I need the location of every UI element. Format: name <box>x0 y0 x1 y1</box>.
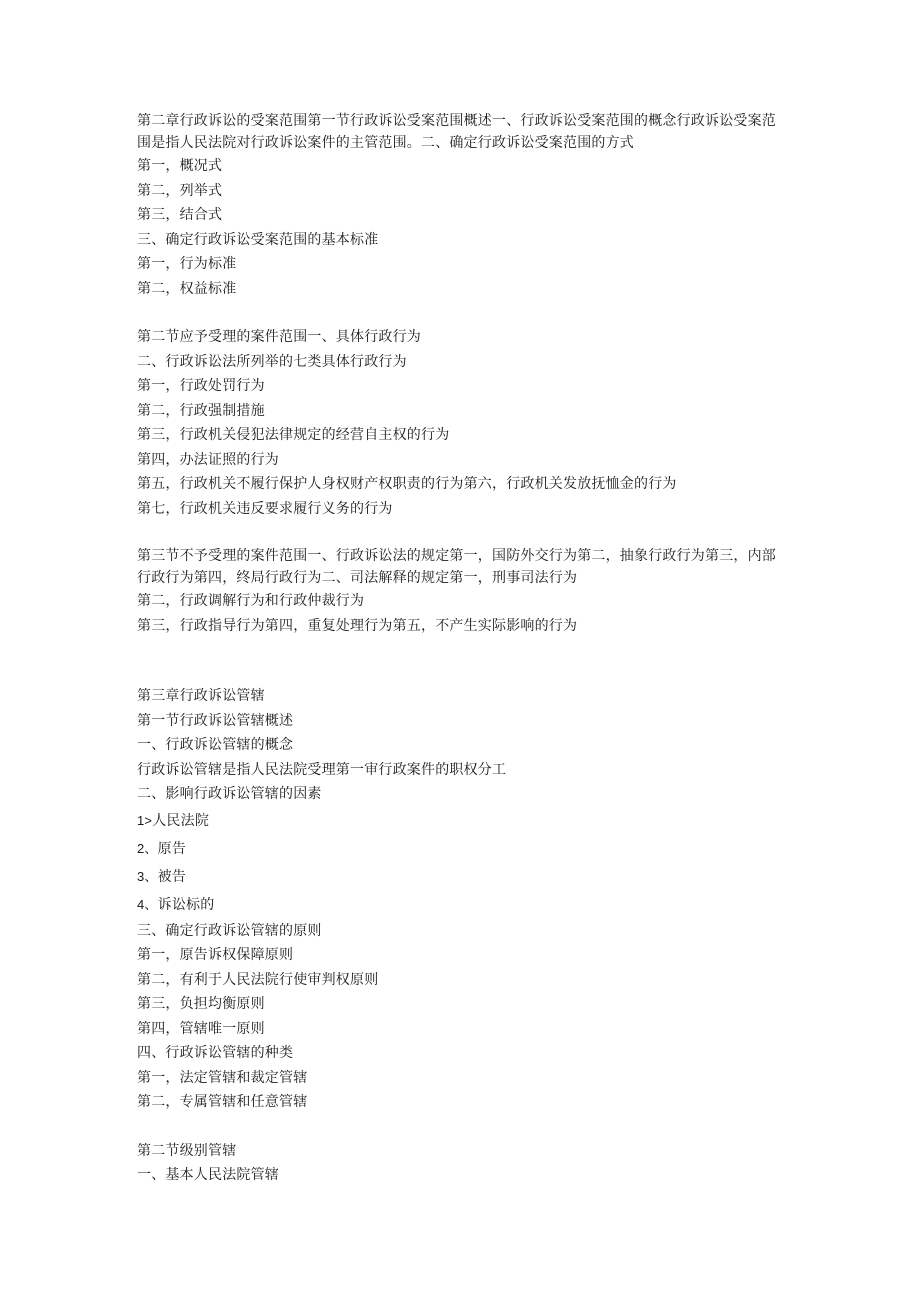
standard-item: 第二，权益标准 <box>137 280 237 297</box>
factor-number: 4、 <box>137 896 158 912</box>
standard-item: 第一，行为标准 <box>137 256 237 272</box>
seven-types-heading: 二、行政诉讼法所列举的七类具体行政行为 <box>137 353 407 370</box>
factor-text: 人民法院 <box>152 812 210 829</box>
seven-type-item: 第二，行政强制措施 <box>137 402 265 419</box>
concept-heading: 一、行政诉讼管辖的概念 <box>137 737 294 753</box>
factor-text: 被告 <box>157 868 187 885</box>
type-item: 第一，法定管辖和裁定管辖 <box>137 1069 308 1086</box>
document-page <box>137 110 787 1188</box>
basic-court-heading: 一、基本人民法院管辖 <box>137 1167 279 1183</box>
principle-item: 第二，有利于人民法院行使审判权原则 <box>137 971 379 988</box>
factor-item <box>137 863 787 891</box>
standards-heading: 三、确定行政诉讼受案范围的基本标准 <box>137 231 379 248</box>
method-item: 第二，列举式 <box>137 182 223 199</box>
chapter3-section2-title: 第二节级别管辖 <box>137 1142 237 1159</box>
chapter2-intro-paragraph: 第二章行政诉讼的受案范围第一节行政诉讼受案范围概述一、行政诉讼受案范围的概念行政诉讼受案范围是指人民法院对行政诉讼案件的主管范围。二、确定行政诉讼受案范围的方式 <box>137 113 776 151</box>
section3-paragraph: 第三节不予受理的案件范围一、行政诉讼法的规定第一，国防外交行为第二，抽象行政行为第三，内部行政行为第四，终局行政行为二、司法解释的规定第一，刑事司法行为 <box>137 548 776 586</box>
principle-item: 第三，负担均衡原则 <box>137 996 265 1012</box>
paragraph-gap <box>137 521 787 545</box>
chapter3-section1-title: 第一节行政诉讼管辖概述 <box>137 712 294 729</box>
concept-text: 行政诉讼管辖是指人民法院受理第一审行政案件的职权分工 <box>137 761 507 778</box>
factor-item <box>137 807 787 835</box>
factor-item <box>137 835 787 863</box>
method-item: 第三，结合式 <box>137 207 223 223</box>
seven-type-item: 第一，行政处罚行为 <box>137 378 265 394</box>
section3-item: 第二，行政调解行为和行政仲裁行为 <box>137 593 365 609</box>
factor-number: 2、 <box>137 840 158 856</box>
factor-number: 3、 <box>137 868 158 884</box>
type-item: 第二，专属管辖和任意管辖 <box>137 1094 308 1110</box>
seven-type-item: 第三，行政机关侵犯法律规定的经营自主权的行为 <box>137 427 450 443</box>
principle-item: 第一，原告诉权保障原则 <box>137 947 294 963</box>
chapter-gap <box>137 638 787 684</box>
section2-heading: 第二节应予受理的案件范围一、具体行政行为 <box>137 329 421 345</box>
paragraph-gap <box>137 1115 787 1139</box>
factor-number: 1> <box>137 812 153 828</box>
factor-text: 原告 <box>157 840 187 857</box>
paragraph-gap <box>137 301 787 325</box>
factor-text: 诉讼标的 <box>157 896 215 913</box>
principle-item: 第四，管辖唯一原则 <box>137 1020 265 1037</box>
factor-item <box>137 891 787 919</box>
seven-type-item: 第五，行政机关不履行保护人身权财产权职责的行为第六，行政机关发放抚恤金的行为 <box>137 476 677 492</box>
principles-heading: 三、确定行政诉讼管辖的原则 <box>137 922 322 939</box>
seven-type-item: 第四，办法证照的行为 <box>137 451 279 468</box>
types-heading: 四、行政诉讼管辖的种类 <box>137 1045 294 1061</box>
seven-type-item: 第七，行政机关违反要求履行义务的行为 <box>137 500 393 517</box>
factors-heading: 二、影响行政诉讼管辖的因素 <box>137 786 322 802</box>
section3-item: 第三，行政指导行为第四，重复处理行为第五，不产生实际影响的行为 <box>137 617 578 634</box>
method-item: 第一，概况式 <box>137 158 223 174</box>
chapter3-title: 第三章行政诉讼管辖 <box>137 688 265 704</box>
